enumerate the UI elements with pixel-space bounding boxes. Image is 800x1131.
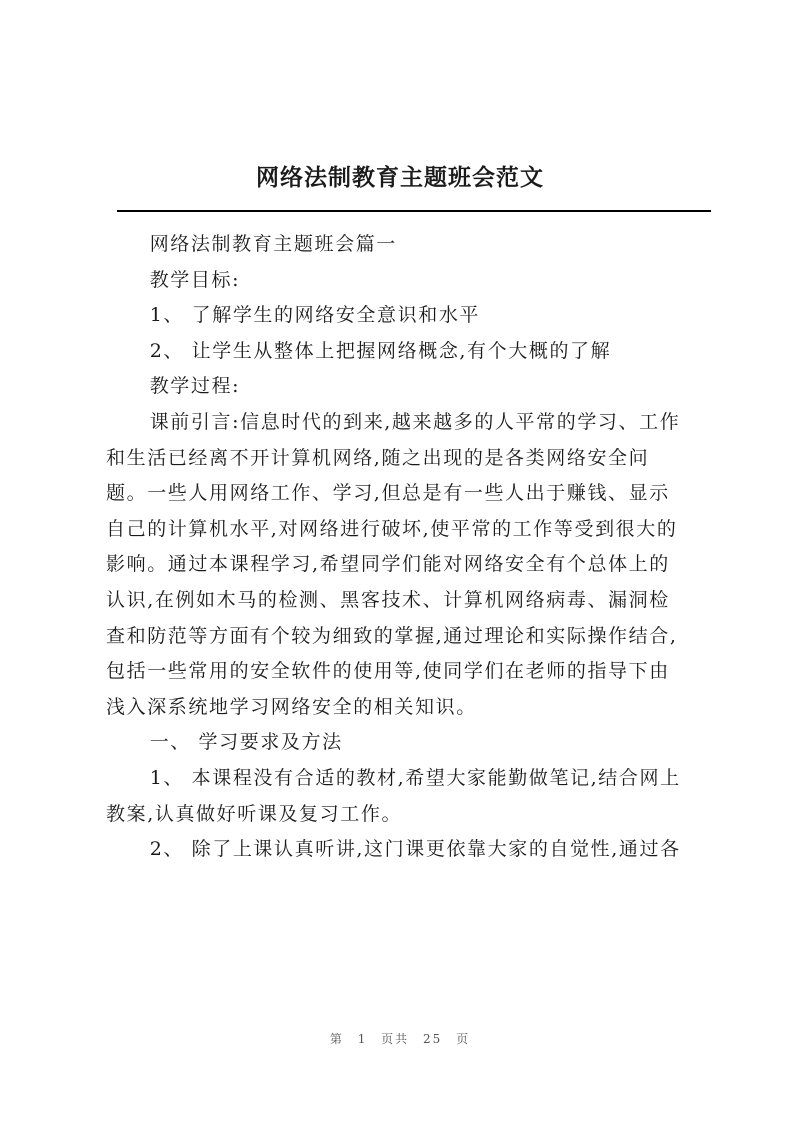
paragraph — [106, 369, 710, 405]
page-title: 网络法制教育主题班会范文 — [256, 164, 544, 191]
paragraph — [106, 832, 710, 868]
text-line: 课前引言:信息时代的到来,越来越多的人平常的学习、工作 — [149, 410, 681, 433]
footer-total-pages: 25 — [423, 1032, 443, 1046]
paragraph — [106, 227, 710, 263]
text-line: 包括一些常用的安全软件的使用等,使同学们在老师的指导下由 — [106, 660, 670, 683]
text-line: 2、 让学生从整体上把握网络概念,有个大概的了解 — [149, 339, 612, 362]
text-line: 认识,在例如木马的检测、黑客技术、计算机网络病毒、漏洞检 — [106, 588, 670, 611]
text-line: 影响。通过本课程学习,希望同学们能对网络安全有个总体上的 — [106, 553, 670, 576]
text-line: 1、 本课程没有合适的教材,希望大家能勤做笔记,结合网上 — [149, 766, 681, 789]
text-line: 教案,认真做好听课及复习工作。 — [106, 802, 403, 825]
text-line: 教学过程: — [149, 375, 241, 398]
paragraph — [106, 263, 710, 299]
text-line: 浅入深系统地学习网络安全的相关知识。 — [106, 695, 477, 718]
footer-prefix: 第 — [329, 1032, 344, 1046]
paragraph — [106, 405, 710, 725]
title-divider — [117, 210, 711, 212]
footer-middle: 页共 — [381, 1032, 410, 1046]
text-line: 2、 除了上课认真听讲,这门课更依靠大家的自觉性,通过各 — [149, 838, 681, 861]
text-line: 题。一些人用网络工作、学习,但总是有一些人出于赚钱、显示 — [106, 482, 670, 505]
text-line: 1、 了解学生的网络安全意识和水平 — [149, 304, 481, 327]
page-footer — [0, 1030, 800, 1047]
footer-suffix: 页 — [456, 1032, 471, 1046]
paragraph — [106, 725, 710, 761]
paragraph — [106, 761, 710, 832]
text-line: 和生活已经离不开计算机网络,随之出现的是各类网络安全问 — [106, 446, 650, 469]
paragraph — [106, 334, 710, 370]
document-body — [106, 227, 710, 868]
footer-current-page: 1 — [357, 1032, 368, 1046]
text-line: 教学目标: — [149, 268, 241, 291]
text-line: 自己的计算机水平,对网络进行破坏,使平常的工作等受到很大的 — [106, 517, 678, 540]
text-line: 网络法制教育主题班会篇一 — [149, 233, 397, 255]
text-line: 一、 学习要求及方法 — [149, 731, 343, 754]
paragraph — [106, 298, 710, 334]
text-line: 查和防范等方面有个较为细致的掌握,通过理论和实际操作结合, — [106, 624, 678, 647]
